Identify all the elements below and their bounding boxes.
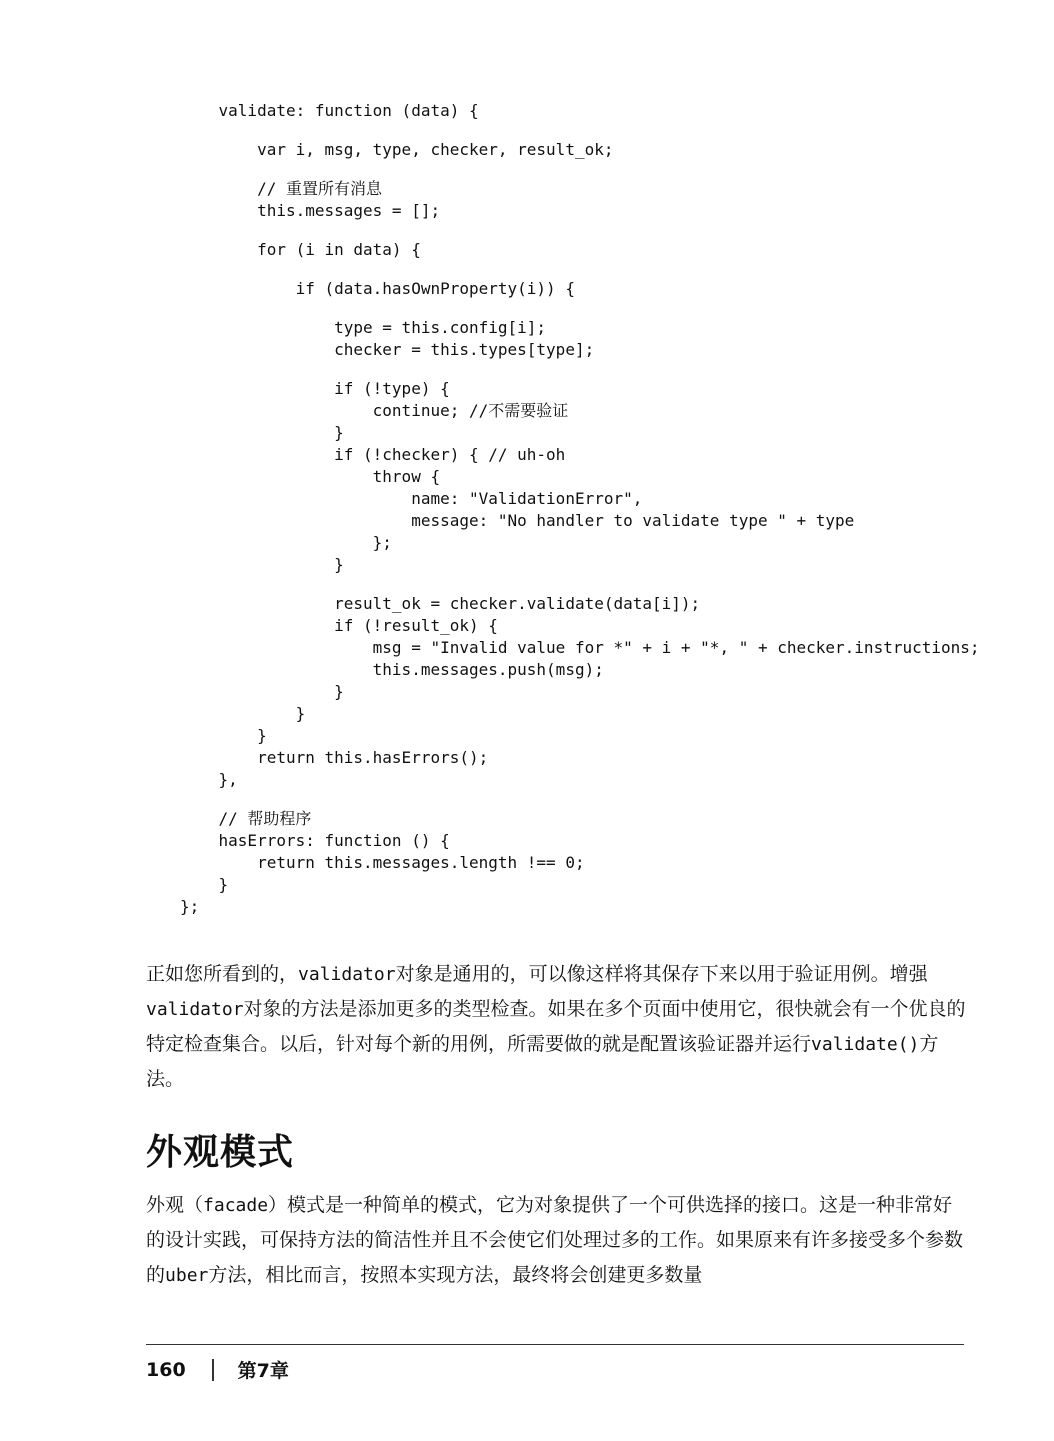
para2-text-a: 外观（: [146, 1194, 204, 1216]
code-line: message: "No handler to validate type " + type: [180, 511, 855, 530]
code-line: // 重置所有消息: [180, 179, 382, 198]
chapter-label: 第7章: [237, 1360, 289, 1382]
para2-code-uber: uber: [165, 1265, 209, 1286]
para2-text-b: ）模式是一种简单的模式，它为对象提供了一个可供选择的接口。这是一种非常好的设计实践，可保持方法的简洁性并且不会使它们处理过多的工作。如果原来有许多接受多个参数的: [146, 1194, 964, 1286]
code-line: msg = "Invalid value for *" + i + "*, " + checker.instructions;: [180, 638, 980, 657]
code-spacer: [180, 576, 980, 593]
code-line: },: [180, 770, 238, 789]
code-spacer: [180, 222, 980, 239]
code-line: }: [180, 423, 344, 442]
code-line: }: [180, 682, 344, 701]
code-listing: [180, 100, 980, 918]
code-line: continue; //不需要验证: [180, 401, 569, 420]
code-line: return this.hasErrors();: [180, 748, 489, 767]
code-line: validate: function (data) {: [180, 101, 479, 120]
body-paragraph-validator: [146, 957, 968, 1097]
code-line: this.messages.push(msg);: [180, 660, 604, 679]
para1-code-validate: validate(): [811, 1034, 920, 1055]
para1-code-validator-2: validator: [146, 999, 244, 1020]
code-line: };: [180, 897, 200, 916]
code-spacer: [180, 261, 980, 278]
code-line: if (data.hasOwnProperty(i)) {: [180, 279, 575, 298]
para1-code-validator: validator: [298, 964, 396, 985]
code-line: return this.messages.length !== 0;: [180, 853, 585, 872]
para1-text-c: 对象的方法是添加更多的类型检查。如果在多个页面中使用它，很快就会有一个优良的特定检查集合。以后，针对每个新的用例，所需要做的就是配置该验证器并运行: [146, 998, 966, 1055]
code-line: name: "ValidationError",: [180, 489, 643, 508]
page-number: 160: [146, 1358, 186, 1381]
para2-code-facade: facade: [203, 1195, 269, 1216]
code-line: // 帮助程序: [180, 809, 312, 828]
code-line: }: [180, 875, 229, 894]
code-spacer: [180, 122, 980, 139]
code-line: throw {: [180, 467, 441, 486]
code-spacer: [180, 361, 980, 378]
code-line: if (!type) {: [180, 379, 450, 398]
code-spacer: [180, 300, 980, 317]
code-spacer: [180, 791, 980, 808]
para1-text-b: 对象是通用的，可以像这样将其保存下来以用于验证用例。增强: [395, 963, 928, 985]
code-line: if (!checker) { // uh-oh: [180, 445, 566, 464]
code-line: for (i in data) {: [180, 240, 421, 259]
section-heading: 外观模式: [146, 1132, 295, 1173]
para1-text-d: 方法。: [146, 1033, 939, 1090]
code-line: hasErrors: function () {: [180, 831, 450, 850]
code-line: result_ok = checker.validate(data[i]);: [180, 594, 701, 613]
code-line: this.messages = [];: [180, 201, 441, 220]
code-line: }: [180, 704, 306, 723]
para1-text-a: 正如您所看到的，: [146, 963, 299, 985]
code-line: var i, msg, type, checker, result_ok;: [180, 140, 614, 159]
code-line: };: [180, 533, 392, 552]
code-line: if (!result_ok) {: [180, 616, 498, 635]
code-spacer: [180, 161, 980, 178]
page-footer: [146, 1356, 289, 1383]
footer-separator: [212, 1359, 214, 1381]
code-line: type = this.config[i];: [180, 318, 547, 337]
code-line: checker = this.types[type];: [180, 340, 595, 359]
body-paragraph-facade: [146, 1188, 968, 1293]
code-line: }: [180, 726, 267, 745]
footer-divider: [146, 1344, 964, 1345]
para2-text-c: 方法，相比而言，按照本实现方法，最终将会创建更多数量: [208, 1264, 703, 1286]
code-line: }: [180, 555, 344, 574]
